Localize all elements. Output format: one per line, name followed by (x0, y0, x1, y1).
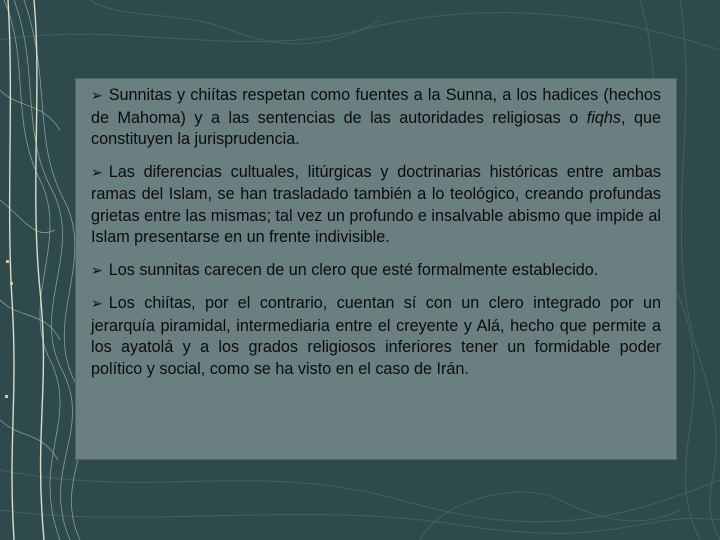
body-text (91, 85, 661, 391)
bullet-paragraph-3 (91, 260, 661, 283)
bullet-paragraph-2 (91, 162, 661, 249)
paragraph-text: Las diferencias cultuales, litúrgicas y doctrinarias históricas entre ambas ramas del Islam, se han trasladado también a lo teológico, creando profundas grietas entre las mismas; tal vez un profundo e insalvable abismo que impide al Islam presentarse en un frente indivisible. (91, 162, 661, 246)
bullet-paragraph-1 (91, 85, 661, 151)
arrow-bullet-icon: ➢ (91, 88, 103, 104)
arrow-bullet-icon: ➢ (91, 262, 103, 279)
arrow-bullet-icon: ➢ (91, 296, 103, 312)
paragraph-text: Los sunnitas carecen de un clero que esté formalmente establecido. (108, 260, 599, 279)
arrow-bullet-icon: ➢ (91, 164, 103, 181)
paragraph-text: Los chiítas, por el contrario, cuentan sí con un clero integrado por un jerarquía piramidal, intermediaria entre el creyente y Alá, hecho que permite a los ayatolá y a los grados religiosos inferiores tener un formidable poder político y social, como se ha visto en el caso de Irán. (91, 294, 661, 378)
paragraph-text: Sunnitas y chiítas respetan como fuentes a la Sunna, a los hadices (hechos de Mahoma) y a las sentencias de las autoridades religiosas o (91, 86, 661, 127)
bullet-paragraph-4 (91, 293, 661, 380)
paragraph-text-italic: fiqhs (586, 108, 621, 127)
paragraph-text: , que constituyen la jurisprudencia. (91, 108, 661, 148)
